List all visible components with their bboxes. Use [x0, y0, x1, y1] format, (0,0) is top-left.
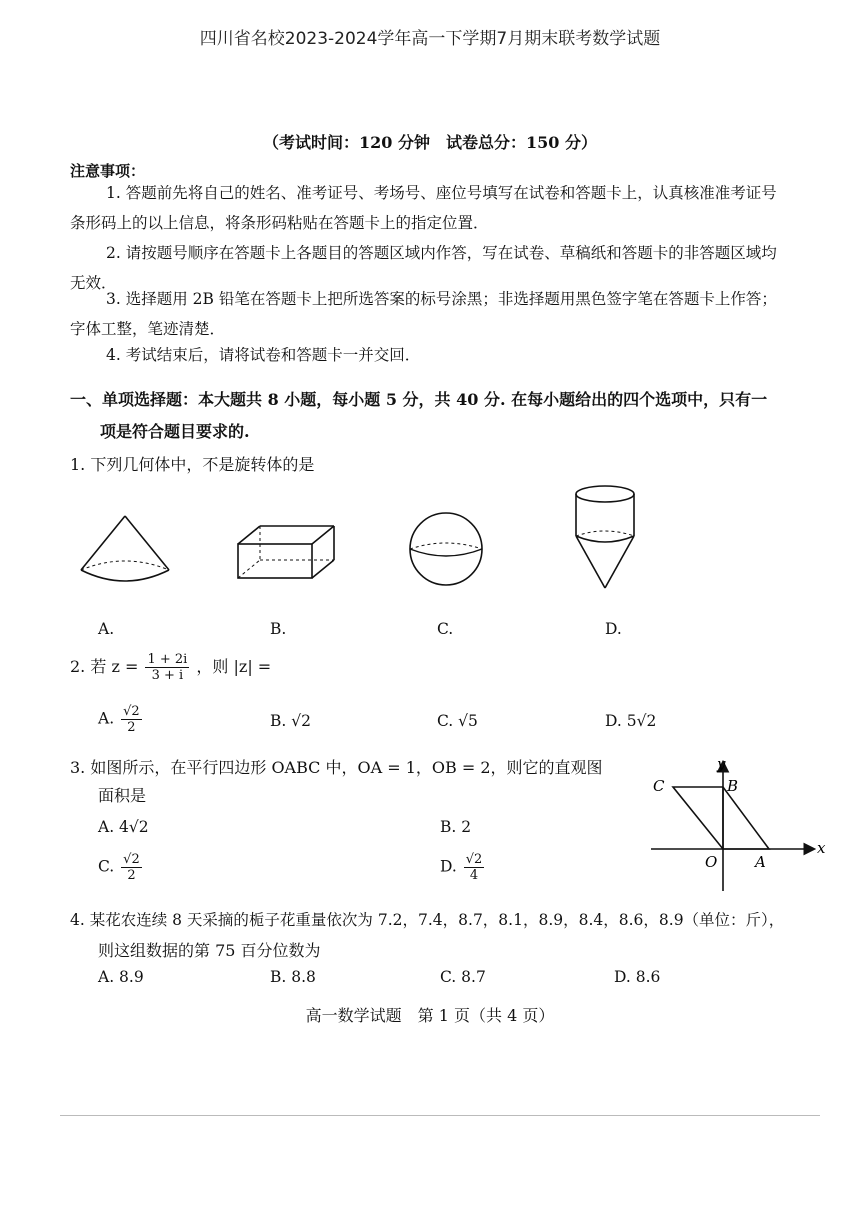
cylinder-cone-icon — [572, 484, 638, 590]
q2-stem — [70, 652, 271, 683]
q2-fraction-numerator: 1 + 2i — [147, 652, 188, 667]
q1-stem: 1. 下列几何体中，不是旋转体的是 — [70, 455, 315, 474]
q4-stem-line1: 4. 某花农连续 8 天采摘的栀子花重量依次为 7.2，7.4，8.7，8.1，8.9，8.4，8.6，8.9（单位：斤）， — [70, 911, 785, 929]
q3-stem-line2: 面积是 — [98, 786, 147, 805]
section-heading-line1: 一、单项选择题：本大题共 8 小题，每小题 5 分，共 40 分. 在每小题给出的四个选项中，只有一 — [70, 390, 768, 409]
q3-parallelogram-figure — [645, 755, 835, 895]
q1-option-c: C. — [437, 620, 454, 638]
q3-option-c-numerator: √2 — [123, 852, 140, 867]
parallelogram-oabc — [673, 787, 769, 849]
q1-option-a: A. — [98, 620, 115, 638]
cuboid-icon — [236, 524, 336, 580]
note-item-4: 4. 考试结束后，请将试卷和答题卡一并交回． — [106, 346, 421, 364]
q3-option-c-denominator: 2 — [127, 868, 136, 883]
cone-icon — [78, 514, 173, 584]
q3-option-d-label: D. — [440, 857, 457, 876]
q1-option-d: D. — [605, 620, 622, 638]
q3-option-d-fraction — [464, 852, 485, 883]
q2-prefix: 2. 若 z = — [70, 657, 139, 676]
page-footer: 高一数学试题 第 1 页（共 4 页） — [305, 1006, 555, 1025]
q2-suffix: ，则 |z| = — [196, 657, 272, 676]
label-c: C — [653, 777, 665, 795]
q3-stem-line1: 3. 如图所示，在平行四边形 OABC 中，OA = 1，OB = 2，则它的直观图 — [70, 758, 603, 777]
label-x: x — [817, 839, 826, 857]
q4-stem-line2: 则这组数据的第 75 百分位数为 — [98, 941, 321, 960]
q4-option-c: C. 8.7 — [440, 968, 486, 986]
label-a: A — [755, 853, 766, 871]
section-heading — [70, 384, 805, 448]
note-item-1: 1. 答题前先将自己的姓名、准考证号、考场号、座位号填写在试卷和答题卡上，认真核准准考证号条形码上的以上信息，将条形码粘贴在答题卡上的指定位置． — [70, 184, 777, 232]
q2-fraction-denominator: 3 + i — [151, 668, 184, 683]
q2-option-d: D. 5√2 — [605, 712, 657, 730]
notes-heading: 注意事项： — [70, 162, 146, 180]
label-b: B — [727, 777, 739, 795]
q2-option-a — [98, 704, 144, 735]
q3-option-c-fraction — [121, 852, 142, 883]
q3-option-c — [98, 852, 144, 883]
q3-option-b: B. 2 — [440, 818, 472, 836]
q2-option-a-denominator: 2 — [127, 720, 136, 735]
section-heading-line2: 项是符合题目要求的. — [100, 422, 250, 441]
q4-option-b: B. 8.8 — [270, 968, 316, 986]
q1-option-b: B. — [270, 620, 287, 638]
bottom-divider — [60, 1115, 820, 1116]
q3-option-d-numerator: √2 — [465, 852, 483, 867]
q4-option-d: D. 8.6 — [614, 968, 661, 986]
q3-option-a: A. 4√2 — [98, 818, 149, 836]
q2-option-a-numerator: √2 — [123, 704, 140, 719]
label-y: y — [717, 755, 726, 773]
q3-option-c-label: C. — [98, 857, 115, 876]
label-o: O — [705, 853, 718, 871]
note-item-3: 3. 选择题用 2B 铅笔在答题卡上把所选答案的标号涂黑；非选择题用黑色签字笔在答题卡上作答；字体工整，笔迹清楚． — [70, 290, 777, 338]
q2-option-a-label: A. — [98, 709, 115, 728]
q2-option-c: C. √5 — [437, 712, 478, 730]
q3-option-d — [440, 852, 486, 883]
sphere-icon — [408, 511, 484, 587]
q2-option-b: B. √2 — [270, 712, 311, 730]
q3-option-d-denominator: 4 — [469, 868, 479, 883]
note-item-2: 2. 请按题号顺序在答题卡上各题目的答题区域内作答，写在试卷、草稿纸和答题卡的非答题区域均无效． — [70, 244, 777, 292]
page-title: 四川省名校2023-2024学年高一下学期7月期末联考数学试题 — [199, 29, 661, 49]
q2-option-a-fraction — [121, 704, 142, 735]
q4-option-a: A. 8.9 — [98, 968, 144, 986]
q2-fraction — [145, 652, 189, 683]
exam-time-and-score: （考试时间：120 分钟 试卷总分：150 分） — [263, 133, 597, 152]
